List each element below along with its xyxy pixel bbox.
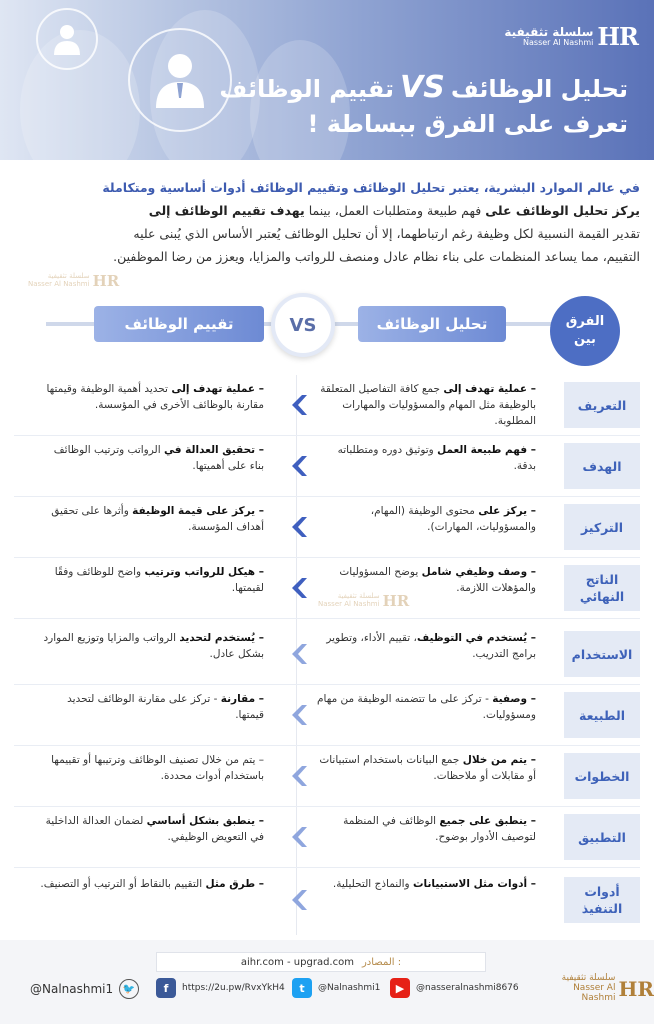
analysis-cell: – يُستخدم في التوظيف، تقييم الأداء، وتطوير برامج التدريب.: [326, 632, 536, 660]
table-row: [0, 627, 654, 685]
facebook-icon: f: [156, 978, 176, 998]
chevron-left-icon: [288, 704, 308, 726]
analysis-cell: – أدوات مثل الاستبيانات والنماذج التحليلية.: [332, 878, 536, 890]
evaluation-cell: – ينطبق بشكل أساسي لضمان العدالة الداخلية في التعويض الوظيفي.: [45, 815, 264, 843]
analysis-cell: – يركز على محتوى الوظيفة (المهام، والمسؤوليات، المهارات).: [370, 505, 536, 533]
row-separator: [14, 557, 640, 558]
chevron-left-icon: [288, 765, 308, 787]
table-row: [0, 561, 654, 619]
table-row: [0, 749, 654, 807]
table-row: [0, 500, 654, 558]
row-separator: [14, 684, 640, 685]
row-label: الخطوات: [564, 753, 640, 799]
evaluation-cell: – هيكل للرواتب وترتيب واضح للوظائف وفقًا لقيمتها.: [54, 566, 264, 594]
intro-paragraph: في عالم الموارد البشرية، يعتبر تحليل الوظائف وتقييم الوظائف أدوات أساسية ومتكاملة يركز تحليل الوظائف على فهم طبيعة ومتطلبات العمل، بينما يهدف تقييم الوظائف إلى تقدير القيمة النسبية لكل وظيفة رغم ارتباطهما، إلا أن تحليل الوظائف يُعتبر الأساس الذي يُبنى عليه التقييم، مما يساعد المنظمات على بناء نظام عادل ومنصف للرواتب والمزايا، ويعزز من رضا الموظفين.: [102, 180, 640, 264]
table-row: [0, 688, 654, 746]
footer-handle[interactable]: @Nalnashmi1 🐦: [30, 979, 139, 999]
difference-badge: الفرق بين: [550, 296, 620, 366]
footer-brand-logo: HR سلسلة تثقيفية Nasser Al Nashmi: [561, 973, 654, 1003]
evaluation-header: تقييم الوظائف: [94, 306, 264, 342]
sources-box: [156, 952, 486, 972]
header-banner: [0, 0, 654, 160]
twitter-link[interactable]: t @Nalnashmi1: [292, 978, 380, 998]
chevron-left-icon: [288, 394, 308, 416]
user-icon: [36, 8, 98, 70]
facebook-link[interactable]: f https://2u.pw/RvxYkH4: [156, 978, 285, 998]
analysis-header: تحليل الوظائف: [358, 306, 506, 342]
analysis-cell: – يتم من خلال جمع البيانات باستخدام استبيانات أو مقابلات أو ملاحظات.: [319, 754, 536, 782]
chevron-left-icon: [288, 643, 308, 665]
evaluation-cell: – يتم من خلال تصنيف الوظائف وترتيبها أو تقييمها باستخدام أدوات محددة.: [51, 754, 264, 782]
row-label: الاستخدام: [564, 631, 640, 677]
twitter-icon: t: [292, 978, 312, 998]
evaluation-cell: – تحقيق العدالة في الرواتب وترتيب الوظائف بناء على أهميتها.: [53, 444, 264, 472]
evaluation-cell: – مقارنة - تركز على مقارنة الوظائف لتحديد قيمتها.: [67, 693, 264, 721]
row-separator: [14, 806, 640, 807]
brand-logo: HR سلسلة تثقيفية Nasser Al Nashmi: [504, 22, 638, 51]
chevron-left-icon: [288, 577, 308, 599]
row-label: الطبيعة: [564, 692, 640, 738]
chevron-left-icon: [288, 826, 308, 848]
evaluation-cell: – يُستخدم لتحديد الرواتب والمزايا وتوزيع الموارد بشكل عادل.: [43, 632, 264, 660]
row-label: التعريف: [564, 382, 640, 428]
table-row: [0, 378, 654, 436]
row-label: الناتج النهائي: [564, 565, 640, 611]
evaluation-cell: – يركز على قيمة الوظيفة وأثرها على تحقيق أهداف المؤسسة.: [51, 505, 264, 533]
evaluation-cell: – عملية تهدف إلى تحديد أهمية الوظيفة وقيمتها مقارنة بالوظائف الأخرى في المؤسسة.: [46, 383, 264, 411]
row-separator: [14, 496, 640, 497]
chevron-left-icon: [288, 455, 308, 477]
youtube-icon: ▶: [390, 978, 410, 998]
watermark-logo: HR سلسلة تثقيفية Nasser Al Nashmi: [28, 272, 120, 290]
row-separator: [14, 745, 640, 746]
analysis-cell: – فهم طبيعة العمل وتوثيق دوره ومتطلباته بدقة.: [337, 444, 536, 472]
table-row: [0, 439, 654, 497]
source-label: المصادر :: [361, 956, 402, 968]
row-label: التركيز: [564, 504, 640, 550]
source-links[interactable]: aihr.com - upgrad.com: [240, 956, 354, 968]
analysis-cell: – وصف وظيفي شامل يوضح المسؤوليات والمؤهلات اللازمة.: [339, 566, 536, 594]
watermark-logo: HR سلسلة تثقيفية Nasser Al Nashmi: [318, 592, 410, 610]
page-title: تحليل الوظائفVSتقييم الوظائف: [219, 70, 628, 105]
vs-badge: VS: [271, 293, 335, 357]
row-separator: [14, 618, 640, 619]
evaluation-cell: – طرق مثل التقييم بالنقاط أو الترتيب أو التصنيف.: [40, 878, 264, 890]
page-subtitle: تعرف على الفرق ببساطة !: [307, 110, 628, 138]
row-label: أدوات التنفيذ: [564, 877, 640, 923]
analysis-cell: – عملية تهدف إلى جمع كافة التفاصيل المتعلقة بالوظيفة مثل المهام والمسؤوليات والمهارات المطلوبة.: [320, 383, 536, 427]
table-row: [0, 873, 654, 931]
row-separator: [14, 867, 640, 868]
table-row: [0, 810, 654, 868]
analysis-cell: – ينطبق على جميع الوظائف في المنظمة لتوصيف الأدوار بوضوح.: [343, 815, 536, 843]
row-separator: [14, 435, 640, 436]
twitter-bird-icon: 🐦: [119, 979, 139, 999]
manager-icon: [128, 28, 232, 132]
chevron-left-icon: [288, 516, 308, 538]
row-label: التطبيق: [564, 814, 640, 860]
row-label: الهدف: [564, 443, 640, 489]
chevron-left-icon: [288, 889, 308, 911]
analysis-cell: – وصفية - تركز على ما تتضمنه الوظيفة من مهام ومسؤوليات.: [317, 693, 536, 721]
youtube-link[interactable]: ▶ @nasseralnashmi8676: [390, 978, 519, 998]
